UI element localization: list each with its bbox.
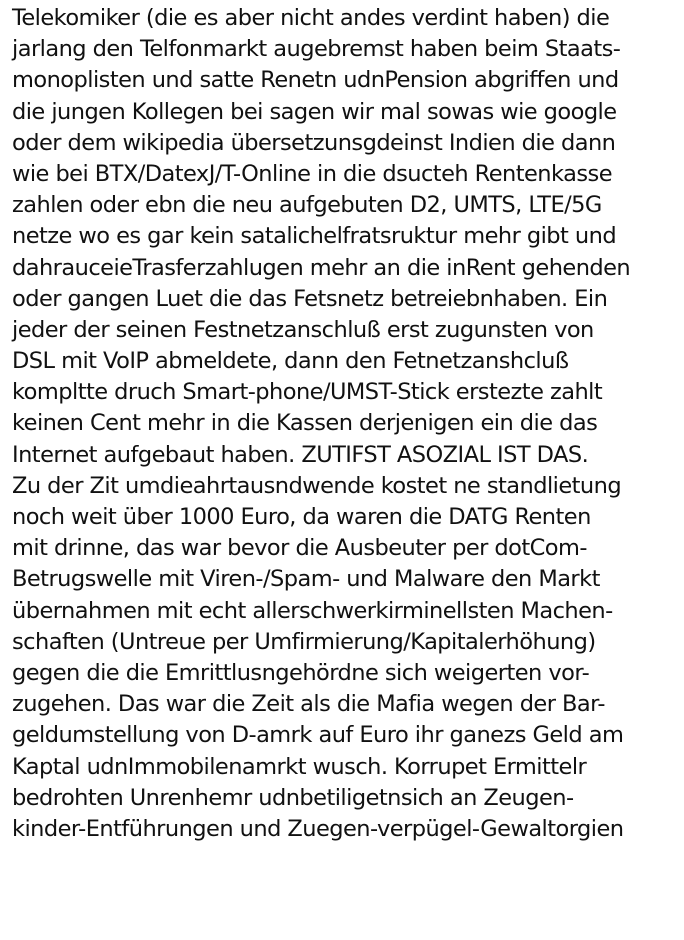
text-line: gegen die die Emrittlusngehördne sich weigerten vor- — [12, 659, 590, 686]
text-line: jeder der seinen Festnetzanschluß erst zugunsten von — [12, 316, 594, 343]
text-line: Betrugswelle mit Viren-/Spam- und Malware den Markt — [12, 566, 600, 593]
text-line: zugehen. Das war die Zeit als die Mafia wegen der Bar- — [12, 691, 605, 718]
text-line: übernahmen mit echt allerschwerkirminellsten Machen- — [12, 597, 613, 624]
text-line: oder gangen Luet die das Fetsnetz betreiebnhaben. Ein — [12, 285, 608, 312]
text-line: kompltte druch Smart-phone/UMST-Stick erstezte zahlt — [12, 379, 603, 406]
text-line: bedrohten Unrenhemr udnbetiligetnsich an Zeugen- — [12, 784, 574, 811]
text-line: dahrauceieTrasferzahlugen mehr an die inRent gehenden — [12, 254, 631, 281]
text-line: zahlen oder ebn die neu aufgebuten D2, UMTS, LTE/5G — [12, 192, 602, 219]
text-line: keinen Cent mehr in die Kassen derjenigen ein die das — [12, 410, 598, 437]
text-line: mit drinne, das war bevor die Ausbeuter per dotCom- — [12, 535, 587, 562]
text-line: wie bei BTX/DatexJ/T-Online in die dsucteh Rentenkasse — [12, 160, 612, 187]
text-line: jarlang den Telfonmarkt augebremst haben beim Staats- — [12, 36, 621, 63]
text-line: Internet aufgebaut haben. ZUTIFST ASOZIAL IST DAS. — [12, 441, 589, 468]
text-line: oder dem wikipedia übersetzunsgdeinst Indien die dann — [12, 129, 616, 156]
text-line: die jungen Kollegen bei sagen wir mal sowas wie google — [12, 98, 617, 125]
text-line: geldumstellung von D-amrk auf Euro ihr ganezs Geld am — [12, 722, 624, 749]
text-line: netze wo es gar kein satalichelfratsruktur mehr gibt und — [12, 223, 617, 250]
body-text — [12, 3, 680, 845]
text-line: monoplisten und satte Renetn udnPension abgriffen und — [12, 67, 619, 94]
text-line: Kaptal udnImmobilenamrkt wusch. Korrupet Ermittelr — [12, 753, 587, 780]
text-line: schaften (Untreue per Umfirmierung/Kapitalerhöhung) — [12, 628, 596, 655]
text-line: Telekomiker (die es aber nicht andes verdint haben) die — [12, 5, 610, 31]
text-line: DSL mit VoIP abmeldete, dann den Fetnetzanshcluß — [12, 348, 569, 375]
text-line: Zu der Zit umdieahrtausndwende kostet ne standlietung — [12, 472, 622, 499]
text-line: noch weit über 1000 Euro, da waren die DATG Renten — [12, 504, 591, 530]
text-line: kinder-Entführungen und Zuegen-verpügel-Gewaltorgien — [12, 815, 624, 842]
